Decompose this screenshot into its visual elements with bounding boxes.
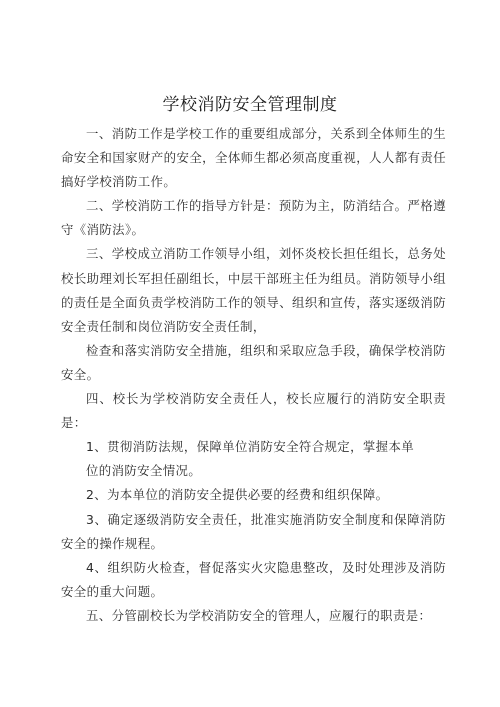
paragraph-3: 三、学校成立消防工作领导小组，刘怀炎校长担任组长，总务处校长助理刘长军担任副组长，中层干部班主任为组员。消防领导小组的责任是全面负责学校消防工作的领导、组织和宣传，落实逐级消防安全责任制和岗位消防安全责任制， (61, 246, 446, 334)
document-title: 学校消防安全管理制度 (162, 95, 338, 115)
paragraph-6-line-1: 1、贯彻消防法规，保障单位消防安全符合规定，掌握本单 (86, 439, 415, 455)
paragraph-6-line-2: 位的消防安全情况。 (86, 463, 202, 479)
paragraph-9: 4、组织防火检查，督促落实火灾隐患整改，及时处理涉及消防安全的重大问题。 (61, 559, 446, 599)
document-body (61, 122, 446, 628)
paragraph-1: 一、消防工作是学校工作的重要组成部分，关系到全体师生的生命安全和国家财产的安全，全体师生都必须高度重视，人人都有责任搞好学校消防工作。 (61, 126, 446, 190)
paragraph-7: 2、为本单位的消防安全提供必要的经费和组织保障。 (86, 487, 389, 503)
paragraph-8: 3、确定逐级消防安全责任，批准实施消防安全制度和保障消防安全的操作规程。 (61, 511, 446, 551)
paragraph-2: 二、学校消防工作的指导方针是：预防为主，防消结合。严格遵守《消防法》。 (61, 198, 446, 238)
paragraph-10: 五、分管副校长为学校消防安全的管理人，应履行的职责是： (86, 607, 432, 623)
paragraph-5: 四、校长为学校消防安全责任人，校长应履行的消防安全职责是： (61, 391, 446, 431)
paragraph-4: 检查和落实消防安全措施，组织和采取应急手段，确保学校消防安全。 (61, 342, 446, 382)
